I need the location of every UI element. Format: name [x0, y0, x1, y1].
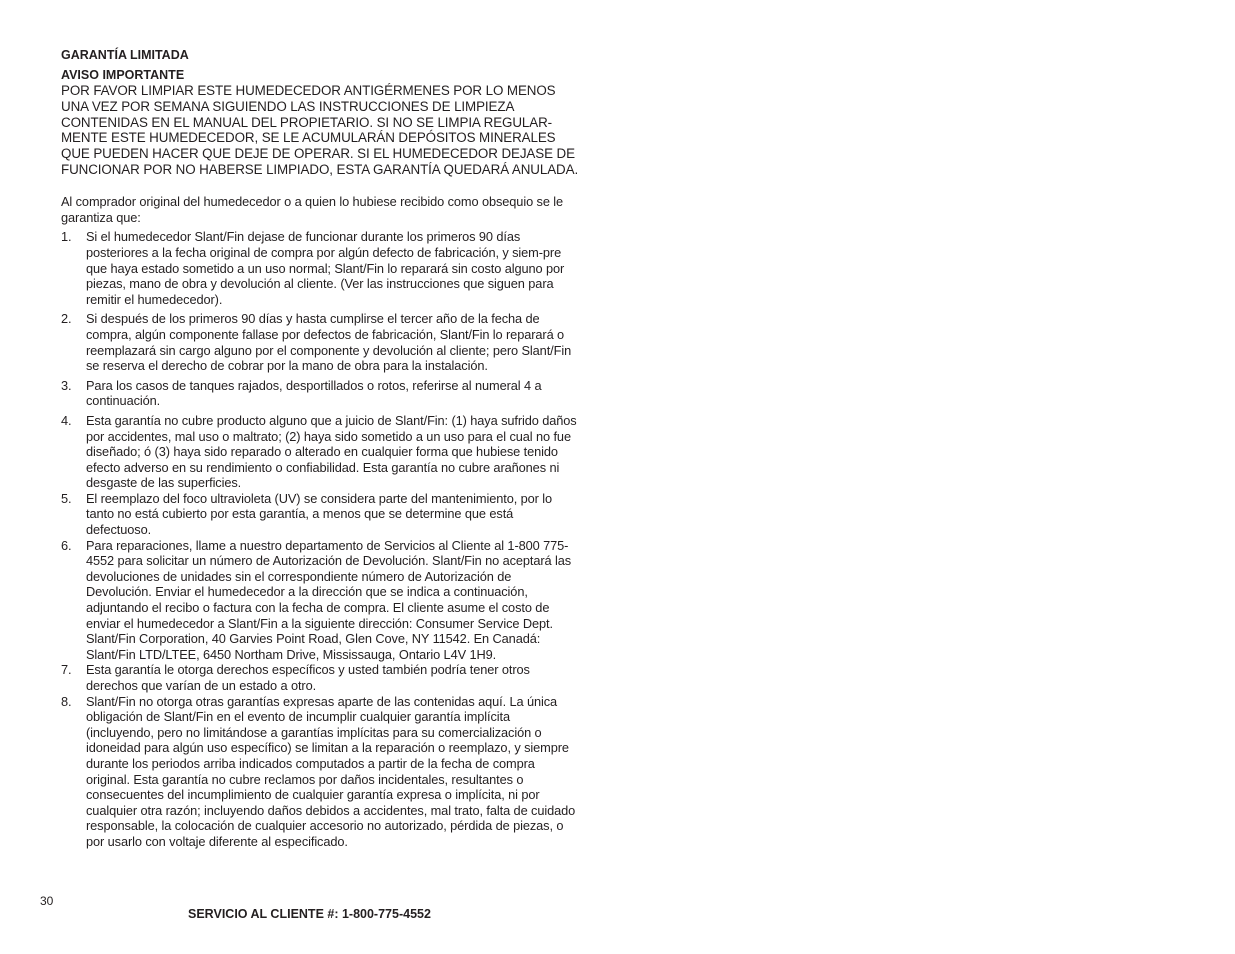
list-item	[61, 413, 579, 491]
list-item-text: Esta garantía no cubre producto alguno que a juicio de Slant/Fin: (1) haya sufrido daños por accidentes, mal uso o maltrato; (2) haya sido sometido a un uso para el cual no fue diseñado; ó (3) haya sido reparado o alterado en cualquier forma que hubiese tenido efecto adverso en su rendimiento o confiabilidad. Esta garantía no cubre arañones ni desgaste de las superficies.	[86, 412, 577, 491]
list-item	[61, 694, 579, 850]
list-item	[61, 662, 579, 693]
warranty-column	[61, 47, 579, 850]
list-item-text: El reemplazo del foco ultravioleta (UV) se considera parte del mantenimiento, por lo tanto no está cubierto por esta garantía, a menos que se determine que está defectuoso.	[86, 490, 553, 538]
list-item	[61, 491, 579, 538]
notice-heading: AVISO IMPORTANTE	[61, 68, 185, 82]
customer-service-footer: SERVICIO AL CLIENTE #: 1-800-775-4552	[188, 907, 431, 921]
list-item-number: 8.	[61, 693, 72, 709]
list-item-text: Slant/Fin no otorga otras garantías expresas aparte de las contenidas aquí. La única obligación de Slant/Fin en el evento de incumplir cualquier garantía implícita (incluyendo, pero no limitándose a garantías implícitas para su comercialización o idoneidad para algún uso específico) se limitan a la reparación o reemplazo, y siempre durante los periodos arriba indicados computados a partir de la fecha de compra original. Esta garantía no cubre reclamos por daños incidentales, resultantes o consecuentes del incumplimiento de cualquier garantía expresa o implícita, ni por cualquier otra razón; incluyendo daños debidos a accidentes, mal trato, falta de cuidado responsable, la colocación de cualquier accesorio no autorizado, pérdida de piezas, o por usarlo con voltaje diferente al especificado.	[86, 693, 576, 849]
list-item-text: Para reparaciones, llame a nuestro departamento de Servicios al Cliente al 1-800 775-4552 para solicitar un número de Autorización de Devolución. Slant/Fin no aceptará las devoluciones de unidades sin el correspondiente número de Autorización de Devolución. Enviar el humedecedor a la dirección que se indica a continuación, adjuntando el recibo o factura con la fecha de compra. El cliente asume el costo de enviar el humedecedor a Slant/Fin a la siguiente dirección: Consumer Service Dept. Slant/Fin Corporation, 40 Garvies Point Road, Glen Cove, NY 11542. En Canadá: Slant/Fin LTD/LTEE, 6450 Northam Drive, Mississauga, Ontario L4V 1H9.	[86, 537, 572, 662]
intro-text: Al comprador original del humedecedor o a quien lo hubiese recibido como obsequio se le garantiza que:	[61, 193, 564, 225]
page-number: 30	[40, 894, 54, 908]
list-item-number: 5.	[61, 490, 72, 506]
list-item-text: Esta garantía le otorga derechos específicos y usted también podría tener otros derechos que varían de un estado a otro.	[86, 662, 530, 693]
warranty-terms-list	[61, 229, 579, 849]
list-item-text: Si después de los primeros 90 días y hasta cumplirse el tercer año de la fecha de compra, algún componente fallase por defectos de fabricación, Slant/Fin lo reparará o reemplazará sin cargo alguno por el componente y devolución al cliente; pero Slant/Fin se reserva el derecho de cobrar por la mano de obra para la instalación.	[86, 311, 572, 374]
list-item-text: Si el humedecedor Slant/Fin dejase de funcionar durante los primeros 90 días posteriores a la fecha original de compra por algún defecto de fabricación, y siem-pre que haya estado sometido a un uso normal; Slant/Fin lo reparará sin costo alguno por piezas, mano de obra y devolución al cliente. (Ver las instrucciones que siguen para remitir el humedecedor).	[86, 229, 565, 307]
list-item-text: Para los casos de tanques rajados, desportillados o rotos, referirse al numeral 4 a continuación.	[86, 377, 542, 409]
list-item-number: 7.	[61, 662, 72, 678]
list-item-number: 3.	[61, 377, 72, 393]
list-item	[61, 229, 579, 307]
list-item-number: 2.	[61, 311, 72, 327]
list-item-number: 6.	[61, 537, 72, 553]
warranty-title: GARANTÍA LIMITADA	[61, 48, 189, 62]
list-item	[61, 378, 579, 409]
list-item-number: 4.	[61, 412, 72, 428]
list-item	[61, 311, 579, 373]
list-item-number: 1.	[61, 229, 72, 245]
list-item	[61, 538, 579, 663]
notice-text: POR FAVOR LIMPIAR ESTE HUMEDECEDOR ANTIGÉRMENES POR LO MENOS UNA VEZ POR SEMANA SIGUIENDO LAS INSTRUCCIONES DE LIMPIEZA CONTENIDAS EN EL MANUAL DEL PROPIETARIO. SI NO SE LIMPIA REGULAR-MENTE ESTE HUMEDECEDOR, SE LE ACUMULARÁN DEPÓSITOS MINERALES QUE PUEDEN HACER QUE DEJE DE OPERAR. SI EL HUMEDECEDOR DEJASE DE FUNCIONAR POR NO HABERSE LIMPIADO, ESTA GARANTÍA QUEDARÁ ANULADA.	[61, 83, 579, 177]
